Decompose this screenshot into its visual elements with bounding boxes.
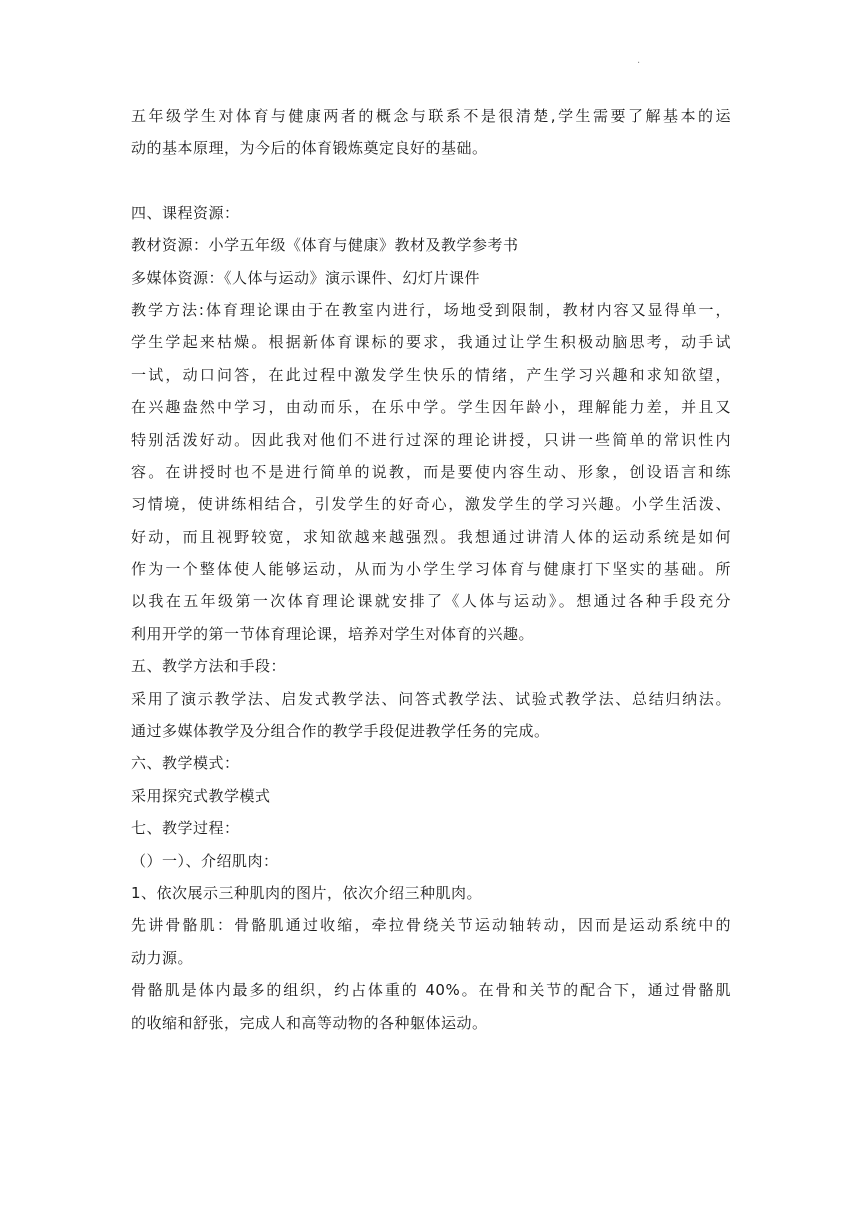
- section-7: [131, 812, 731, 1039]
- paragraph-line: 先讲骨骼肌：骨骼肌通过收缩，牵拉骨绕关节运动轴转动，因而是运动系统中的: [131, 916, 731, 935]
- paragraph-line: 习情境，使讲练相结合，引发学生的好奇心，激发学生的学习兴趣。小学生活泼、: [131, 495, 731, 514]
- paragraph-line: 利用开学的第一节体育理论课，培养对学生对体育的兴趣。: [131, 624, 535, 643]
- multimedia-line: 多媒体资源：《人体与运动》演示课件、幻灯片课件: [131, 268, 481, 287]
- document-body: [131, 100, 731, 1039]
- step-line: 1、依次展示三种肌肉的图片，依次介绍三种肌肉。: [131, 883, 483, 902]
- paragraph-line: 好动，而且视野较宽，求知欲越来越强烈。我想通过讲清人体的运动系统是如何: [131, 527, 731, 546]
- paragraph-line: 动的基本原理，为今后的体育锻炼奠定良好的基础。: [131, 139, 488, 158]
- paragraph-gap: [131, 165, 731, 197]
- page-mark: .: [637, 55, 641, 66]
- section-5: [131, 650, 731, 747]
- section-heading: 五、教学方法和手段：: [131, 657, 287, 676]
- paragraph-line: 容。在讲授时也不是进行简单的说教，而是要使内容生动、形象，创设语言和练: [131, 462, 731, 481]
- paragraph-line: 特别活泼好动。因此我对他们不进行过深的理论讲授，只讲一些简单的常识性内: [131, 430, 731, 449]
- intro-paragraph: [131, 100, 731, 165]
- paragraph-line: 通过多媒体教学及分组合作的教学手段促进教学任务的完成。: [131, 722, 550, 741]
- paragraph-line: 骨骼肌是体内最多的组织，约占体重的 40%。在骨和关节的配合下，通过骨骼肌: [131, 981, 731, 1000]
- paragraph-line: 学生学起来枯燥。根据新体育课标的要求，我通过让学生积极动脑思考，动手试: [131, 333, 731, 352]
- paragraph-line: 在兴趣盎然中学习，由动而乐，在乐中学。学生因年龄小，理解能力差，并且又: [131, 398, 731, 417]
- section-4: [131, 197, 731, 650]
- paragraph-line: 采用了演示教学法、启发式教学法、问答式教学法、试验式教学法、总结归纳法。: [131, 689, 731, 708]
- section-heading: 七、教学过程：: [131, 819, 240, 838]
- paragraph-line: 教学方法:体育理论课由于在教室内进行，场地受到限制，教材内容又显得单一，: [131, 300, 731, 319]
- sub-heading: （）一）、介绍肌肉：: [131, 851, 279, 870]
- paragraph-line: 采用探究式教学模式: [131, 786, 271, 805]
- paragraph-line: 以我在五年级第一次体育理论课就安排了《人体与运动》。想通过各种手段充分: [131, 592, 731, 611]
- paragraph-line: 动力源。: [131, 948, 194, 967]
- paragraph-line: 作为一个整体使人能够运动，从而为小学生学习体育与健康打下坚实的基础。所: [131, 560, 731, 579]
- teaching-method-paragraph: [131, 294, 731, 650]
- section-heading: 六、教学模式：: [131, 754, 240, 773]
- section-heading: 四、课程资源：: [131, 203, 240, 222]
- paragraph-line: 一试，动口问答，在此过程中激发学生快乐的情绪，产生学习兴趣和求知欲望，: [131, 365, 731, 384]
- section-6: [131, 747, 731, 812]
- paragraph-line: 五年级学生对体育与健康两者的概念与联系不是很清楚,学生需要了解基本的运: [131, 107, 731, 125]
- materials-line: 教材资源：小学五年级《体育与健康》教材及教学参考书: [131, 236, 519, 255]
- paragraph-line: 的收缩和舒张，完成人和高等动物的各种躯体运动。: [131, 1013, 488, 1032]
